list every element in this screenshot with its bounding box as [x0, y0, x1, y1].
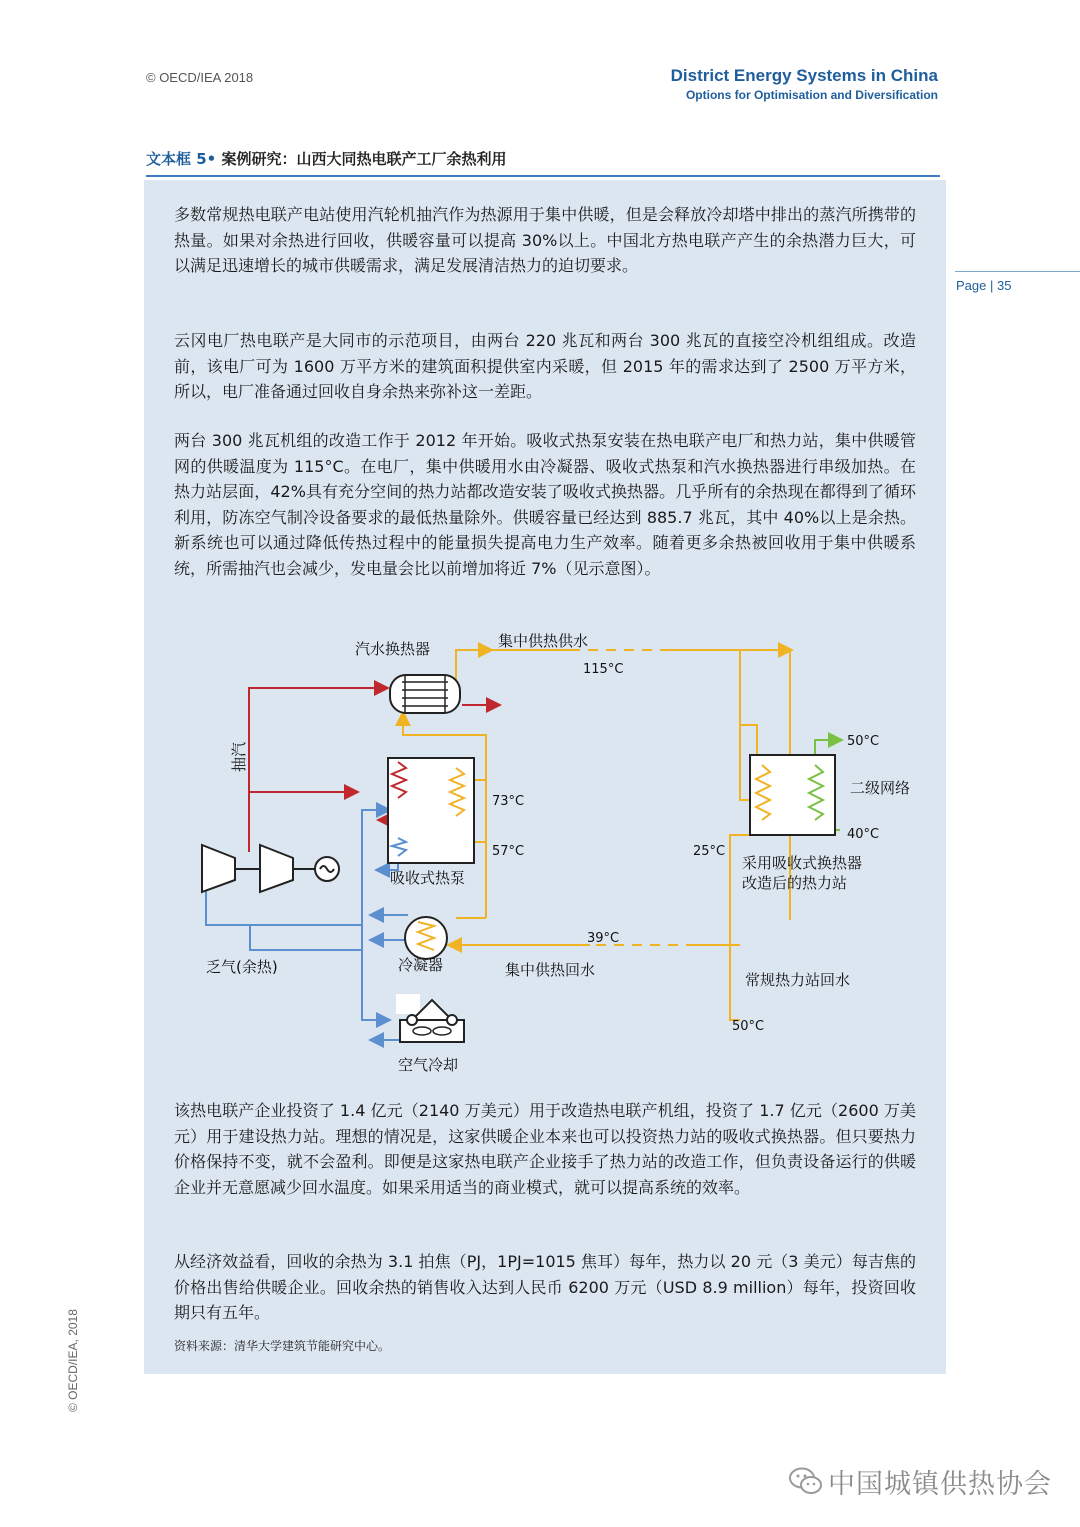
label-abs-pump: 吸收式热泵: [390, 869, 466, 887]
paragraph-3: 两台 300 兆瓦机组的改造工作于 2012 年开始。吸收式热泵安装在热电联产电厂和热力站，集中供暖管网的供暖温度为 115°C。在电厂，集中供暖用水由冷凝器、吸收式热泵和汽水换热器进行串级加热。在热力站层面，42%具有充分空间的热力站都改造安装了吸收式换热器。几乎所有的余热现在都得到了循环利用，防冻空气制冷设备要求的最低热量除外。供暖容量已经达到 885.7 兆瓦，其中 40%以上是余热。新系统也可以通过降低传热过程中的能量损失提高电力生产效率。随着更多余热被回收用于集中供暖系统，所需抽汽也会减少，发电量会比以前增加将近 7%（见示意图）。: [174, 431, 916, 578]
box-heading: 案例研究：山西大同热电联产工厂余热利用: [221, 150, 507, 168]
box-label: 文本框 5•: [146, 150, 217, 168]
label-t115: 115°C: [583, 662, 624, 677]
header-title-block: [671, 66, 938, 104]
paragraph-2: 云冈电厂热电联产是大同市的示范项目，由两台 220 兆瓦和两台 300 兆瓦的直接空冷机组组成。改造前，该电厂可为 1600 万平方米的建筑面积提供室内采暖，但 2015 年的需求达到了 2500 万平方米，所以，电厂准备通过回收自身余热来弥补这一差距。: [174, 331, 916, 401]
label-air-cooling: 空气冷却: [398, 1056, 459, 1074]
label-t57: 57°C: [492, 844, 525, 859]
document-subtitle: Options for Optimisation and Diversification: [685, 88, 938, 102]
absorption-heat-pump: [388, 758, 474, 863]
heat-station: [750, 755, 835, 835]
label-condenser: 冷凝器: [398, 956, 444, 974]
label-exhaust: 乏气(余热): [206, 958, 278, 976]
page-rule: [955, 271, 1080, 272]
title-rule: [146, 175, 940, 177]
system-diagram: [150, 620, 930, 1080]
document-title: District Energy Systems in China: [670, 66, 938, 85]
label-steam-water-hx: 汽水换热器: [355, 640, 431, 658]
label-return: 集中供热回水: [505, 961, 596, 979]
label-station-2: 改造后的热力站: [742, 874, 848, 892]
label-t73: 73°C: [492, 794, 525, 809]
side-copyright: © OECD/IEA, 2018: [66, 1309, 80, 1412]
label-t40: 40°C: [847, 827, 880, 842]
exhaust-lines: [206, 810, 408, 1040]
label-supply: 集中供热供水: [498, 632, 589, 650]
label-station-1: 采用吸收式换热器: [742, 854, 863, 872]
steam-water-exchanger: [390, 675, 460, 713]
turbine-generator: [202, 845, 339, 892]
page-number: Page | 35: [956, 278, 1012, 293]
paragraph-1: 多数常规热电联产电站使用汽轮机抽汽作为热源用于集中供暖，但是会释放冷却塔中排出的蒸汽所携带的热量。如果对余热进行回收，供暖容量可以提高 30%以上。中国北方热电联产产生的余热潜力巨大，可以满足迅速增长的城市供暖需求，满足发展清洁热力的迫切要求。: [174, 205, 916, 275]
header-copyright: © OECD/IEA 2018: [146, 70, 254, 85]
source-note: 资料来源：清华大学建筑节能研究中心。: [174, 1339, 391, 1353]
paragraph-5: 从经济效益看，回收的余热为 3.1 拍焦（PJ，1PJ=1015 焦耳）每年，热力以 20 元（3 美元）每吉焦的价格出售给供暖企业。回收余热的销售收入达到人民币 6200 万元（USD 8.9 million）每年，投资回收期只有五年。: [174, 1252, 916, 1322]
label-t25: 25°C: [693, 844, 726, 859]
watermark-text: 中国城镇供热协会: [828, 1469, 1052, 1500]
paragraph-4: 该热电联产企业投资了 1.4 亿元（2140 万美元）用于改造热电联产机组，投资了 1.7 亿元（2600 万美元）用于建设热力站。理想的情况是，这家供暖企业本来也可以投资热力站的吸收式换热器。但只要热力价格保持不变，就不会盈利。即便是这家热电联产企业接手了热力站的改造工作，但负责设备运行的供暖企业并无意愿减少回水温度。如果采用适当的商业模式，就可以提高系统的效率。: [174, 1101, 916, 1197]
label-t50a: 50°C: [847, 734, 880, 749]
box-title: [146, 148, 507, 169]
air-cooling-unit: [396, 994, 464, 1042]
label-conv-return: 常规热力站回水: [745, 971, 851, 989]
label-t39: 39°C: [587, 931, 620, 946]
label-secondary: 二级网络: [850, 779, 911, 797]
label-t50b: 50°C: [732, 1019, 765, 1034]
condenser: [405, 917, 447, 959]
label-extraction: 抽汽: [230, 741, 248, 772]
wechat-icon: [788, 1466, 824, 1496]
